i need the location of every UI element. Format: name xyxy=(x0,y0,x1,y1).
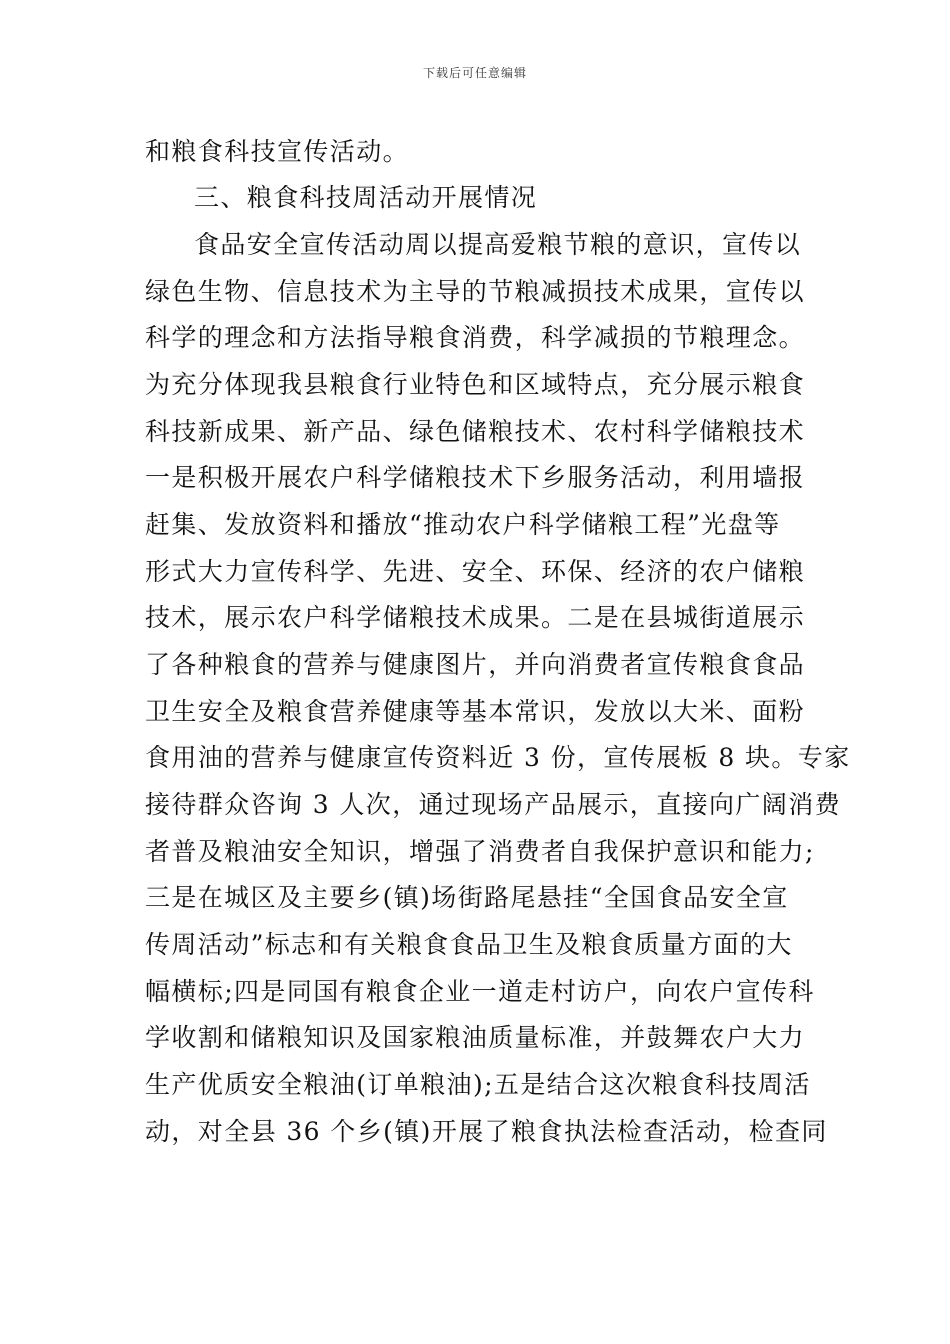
text-line: 卫生安全及粮食营养健康等基本常识，发放以大米、面粉 xyxy=(145,697,806,726)
text-line: 生产优质安全粮油(订单粮油);五是结合这次粮食科技周活 xyxy=(145,1070,811,1099)
text-line: 者普及粮油安全知识，增强了消费者自我保护意识和能力; xyxy=(145,837,815,866)
section-heading: 三、粮食科技周活动开展情况 xyxy=(194,183,538,212)
text-line: 形式大力宣传科学、先进、安全、环保、经济的农户储粮 xyxy=(145,557,806,586)
text-line: 动，对全县 36 个乡(镇)开展了粮食执法检查活动，检查同 xyxy=(145,1117,828,1146)
text-line: 科技新成果、新产品、绿色储粮技术、农村科学储粮技术 xyxy=(145,417,806,446)
text-line: 和粮食科技宣传活动。 xyxy=(145,137,410,166)
text-line: 幅横标;四是同国有粮食企业一道走村访户，向农户宣传科 xyxy=(145,977,815,1006)
text-line: 绿色生物、信息技术为主导的节粮减损技术成果，宣传以 xyxy=(145,277,806,306)
text-line: 接待群众咨询 3 人次，通过现场产品展示，直接向广阔消费 xyxy=(145,790,842,819)
page-header-note: 下载后可任意编辑 xyxy=(422,66,527,80)
text-line: 赶集、发放资料和播放“推动农户科学储粮工程”光盘等 xyxy=(145,510,781,539)
text-line: 食品安全宣传活动周以提高爱粮节粮的意识，宣传以 xyxy=(194,230,802,259)
text-line: 三是在城区及主要乡(镇)场街路尾悬挂“全国食品安全宣 xyxy=(145,883,789,912)
text-line: 一是积极开展农户科学储粮技术下乡服务活动，利用墙报 xyxy=(145,463,806,492)
text-line: 了各种粮食的营养与健康图片，并向消费者宣传粮食食品 xyxy=(145,650,806,679)
text-line: 为充分体现我县粮食行业特色和区域特点，充分展示粮食 xyxy=(145,370,806,399)
text-line: 传周活动”标志和有关粮食食品卫生及粮食质量方面的大 xyxy=(145,930,793,959)
text-line: 学收割和储粮知识及国家粮油质量标准，并鼓舞农户大力 xyxy=(145,1023,806,1052)
text-line: 食用油的营养与健康宣传资料近 3 份，宣传展板 8 块。专家 xyxy=(145,743,851,772)
text-line: 技术，展示农户科学储粮技术成果。二是在县城街道展示 xyxy=(145,603,806,632)
text-line: 科学的理念和方法指导粮食消费，科学减损的节粮理念。 xyxy=(145,323,806,352)
